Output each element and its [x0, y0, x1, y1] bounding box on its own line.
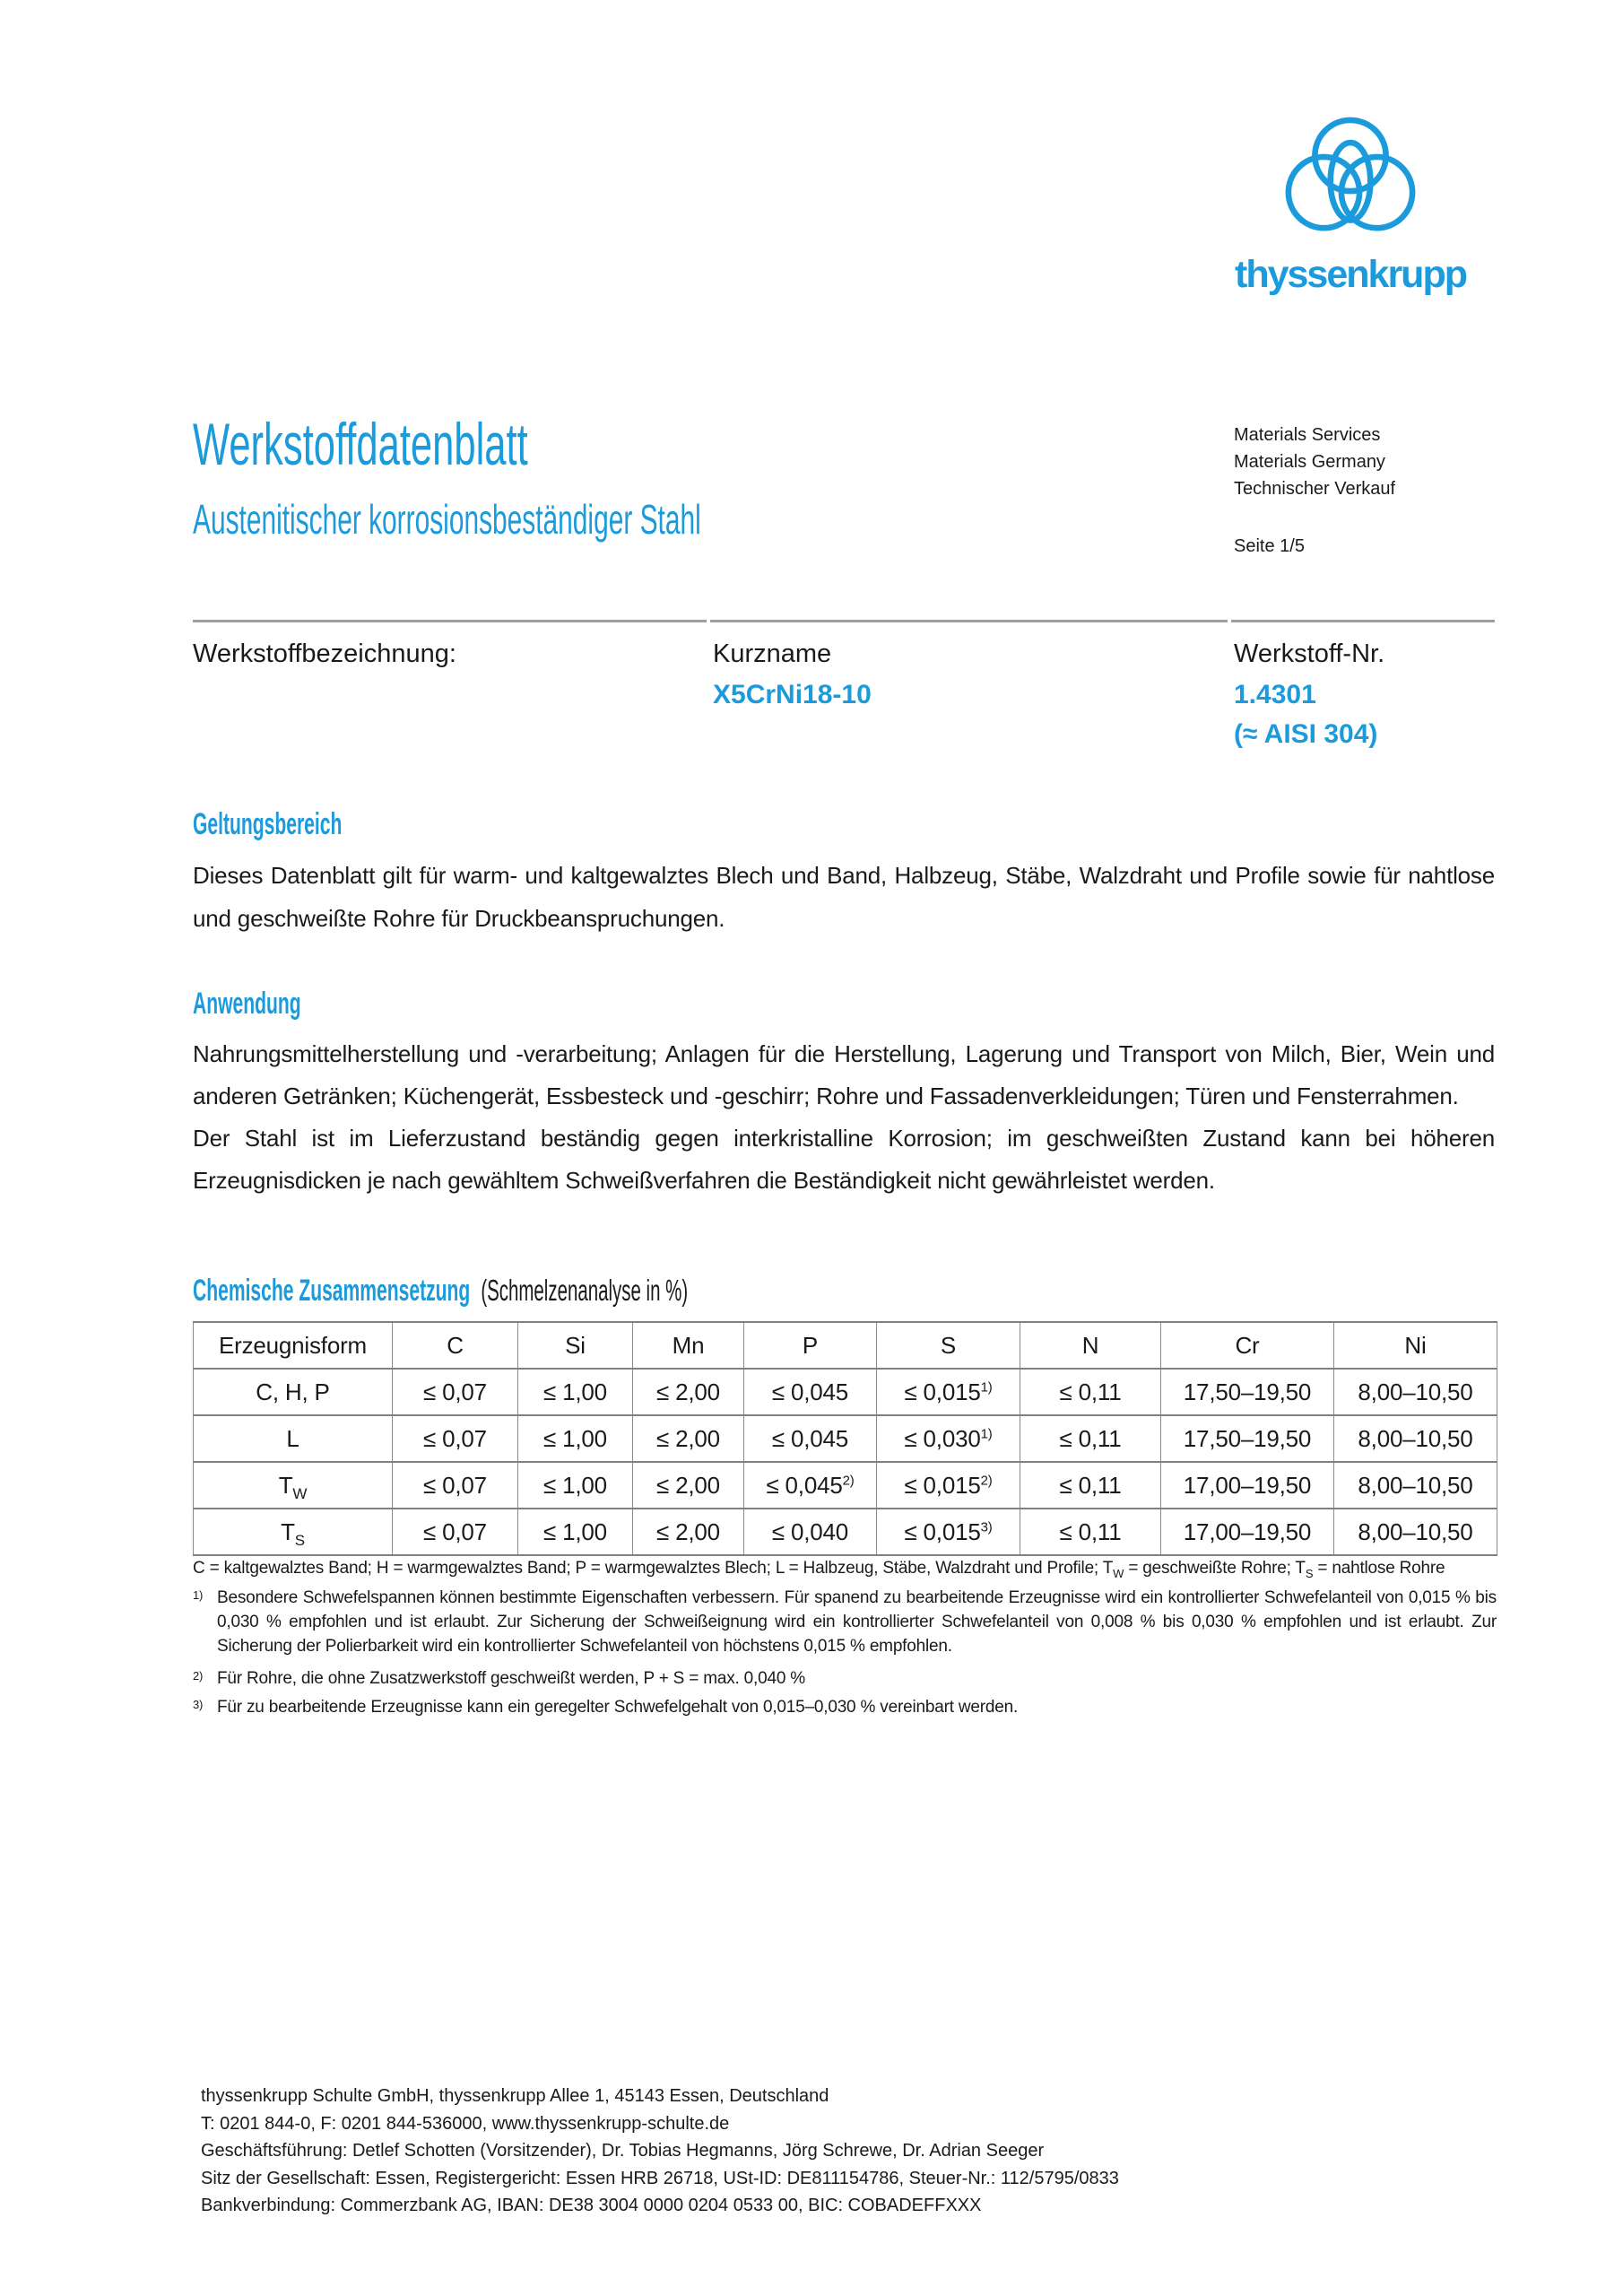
werkstoffnr-label: Werkstoff-Nr.	[1234, 639, 1385, 668]
table-cell: 17,50–19,50	[1161, 1369, 1334, 1415]
table-row	[194, 1369, 1497, 1415]
table-header-cell: Si	[518, 1322, 633, 1369]
table-cell: ≤ 1,00	[518, 1509, 633, 1555]
footnote-text: Für Rohre, die ohne Zusatzwerkstoff geschweißt werden, P + S = max. 0,040 %	[217, 1669, 805, 1688]
page-number: Seite 1/5	[1234, 536, 1305, 556]
table-cell: ≤ 2,00	[633, 1462, 744, 1509]
footnote-marker: 3)	[193, 1698, 204, 1711]
table-cell: ≤ 0,07	[393, 1462, 518, 1509]
werkstoffnr-value: 1.4301	[1234, 680, 1316, 709]
table-header-cell: Ni	[1334, 1322, 1497, 1369]
footnote-text: Besondere Schwefelspannen können bestimmte Eigenschaften verbessern. Für spanend zu bearbeitende Erzeugnisse wird ein kontrollierter Schwefelanteil von 0,015 % bis 0,030 % empfohlen und ist erlaubt. Zur Sicherung der Schweißeignung wird ein kontrollierter Schwefelanteil von 0,008 % bis 0,030 % empfohlen und ist erlaubt. Zur Sicherung der Polierbarkeit wird ein kontrollierter Schwefelanteil von höchstens 0,015 % empfohlen.	[217, 1588, 1497, 1656]
table-cell: ≤ $0,015^{1)}$	[877, 1369, 1020, 1415]
table-row	[194, 1509, 1497, 1555]
page-subtitle-text: Austenitischer korrosionsbeständiger Stahl	[193, 496, 701, 543]
brand-logo	[1231, 113, 1470, 297]
table-cell: ≤ $0,015^{2)}$	[877, 1462, 1020, 1509]
table-header-cell: Mn	[633, 1322, 744, 1369]
table-header-cell: P	[744, 1322, 877, 1369]
table-cell: ≤ $0,015^{3)}$	[877, 1509, 1020, 1555]
divider-segment	[1231, 620, 1495, 622]
paragraph: Der Stahl ist im Lieferzustand beständig gegen interkristalline Korrosion; im geschweißten Zustand kann bei höheren Erzeugnisdicken je nach gewähltem Schweißverfahren die Beständigkeit nicht gewährleistet werden.	[193, 1125, 1495, 1194]
table-cell: 17,00–19,50	[1161, 1509, 1334, 1555]
table-header-cell: Erzeugnisform	[194, 1322, 393, 1369]
row-label-cell: $T_W$	[194, 1462, 393, 1509]
table-cell: ≤ 0,11	[1020, 1509, 1161, 1555]
page-title	[193, 411, 700, 477]
table-cell: ≤ 0,045	[744, 1369, 877, 1415]
table-cell: 17,50–19,50	[1161, 1415, 1334, 1462]
designation-row	[193, 639, 1495, 756]
org-line: Materials Germany	[1234, 452, 1385, 472]
composition-table	[193, 1321, 1497, 1556]
table-cell: ≤ $0,045^{2)}$	[744, 1462, 877, 1509]
footer-line: thyssenkrupp Schulte GmbH, thyssenkrupp Allee 1, 45143 Essen, Deutschland	[201, 2086, 829, 2106]
table-cell: ≤ 0,11	[1020, 1369, 1161, 1415]
section-heading-anwendung: Anwendung	[193, 987, 301, 1021]
table-cell: ≤ 0,045	[744, 1415, 877, 1462]
footnote-1	[193, 1586, 1497, 1658]
table-cell: ≤ 2,00	[633, 1415, 744, 1462]
footnote-2	[193, 1666, 1497, 1691]
divider-segment	[710, 620, 1228, 622]
geltungsbereich-paragraph	[193, 854, 1495, 940]
header-divider	[193, 620, 1495, 622]
org-block	[1234, 422, 1395, 560]
table-row	[194, 1415, 1497, 1462]
table-cell: ≤ 0,07	[393, 1415, 518, 1462]
designation-label: Werkstoffbezeichnung:	[193, 639, 456, 668]
table-cell: ≤ 2,00	[633, 1369, 744, 1415]
table-cell: ≤ 1,00	[518, 1462, 633, 1509]
section-heading-geltungsbereich: Geltungsbereich	[193, 807, 343, 841]
table-cell: 8,00–10,50	[1334, 1415, 1497, 1462]
anwendung-paragraphs	[193, 1033, 1495, 1202]
kurzname-column	[713, 639, 872, 709]
table-cell: 8,00–10,50	[1334, 1369, 1497, 1415]
divider-segment	[193, 620, 707, 622]
page-title-text: Werkstoffdatenblatt	[193, 411, 528, 477]
table-cell: ≤ 0,11	[1020, 1415, 1161, 1462]
footer-line: T: 0201 844-0, F: 0201 844-536000, www.thyssenkrupp-schulte.de	[201, 2113, 730, 2134]
table-cell: ≤ 0,040	[744, 1509, 877, 1555]
footer-line: Sitz der Gesellschaft: Essen, Registergericht: Essen HRB 26718, USt-ID: DE811154786, Steuer-Nr.: 112/5795/0833	[201, 2168, 1119, 2188]
brand-wordmark: thyssenkrupp	[1235, 253, 1466, 296]
chemie-heading: Chemische Zusammensetzung	[193, 1274, 471, 1308]
table-header-cell: C	[393, 1322, 518, 1369]
company-footer	[201, 2083, 1119, 2220]
kurzname-label: Kurzname	[713, 639, 832, 668]
thyssenkrupp-emblem-icon	[1283, 113, 1418, 242]
table-cell: ≤ 0,07	[393, 1509, 518, 1555]
section-heading-chemie	[193, 1274, 992, 1308]
footnote-marker: 1)	[193, 1588, 204, 1602]
footnote-marker: 2)	[193, 1669, 204, 1683]
table-legend: C = kaltgewalztes Band; H = warmgewalztes Band; P = warmgewalztes Blech; L = Halbzeug, Stäbe, Walzdraht und Profile; $T_W$ = geschweißte Rohre; $T_S$ = nahtlose Rohre	[193, 1559, 1445, 1580]
table-cell: 17,00–19,50	[1161, 1462, 1334, 1509]
werkstoffnr-column	[1234, 639, 1385, 749]
footer-line: Geschäftsführung: Detlef Schotten (Vorsitzender), Dr. Tobias Hegmanns, Jörg Schrewe, Dr. Adrian Seeger	[201, 2141, 1045, 2161]
table-header-cell: S	[877, 1322, 1020, 1369]
row-label-cell: C, H, P	[194, 1369, 393, 1415]
org-line: Technischer Verkauf	[1234, 479, 1396, 499]
paragraph: Nahrungsmittelherstellung und -verarbeitung; Anlagen für die Herstellung, Lagerung und Transport von Milch, Bier, Wein und anderen Getränken; Küchengerät, Essbesteck und -geschirr; Rohre und Fassadenverkleidungen; Türen und Fensterrahmen.	[193, 1040, 1495, 1109]
table-header-row	[194, 1322, 1497, 1369]
table-row	[194, 1462, 1497, 1509]
org-line: Materials Services	[1234, 425, 1381, 445]
page-subtitle	[193, 496, 975, 543]
table-header-cell: N	[1020, 1322, 1161, 1369]
table-cell: ≤ 1,00	[518, 1369, 633, 1415]
table-cell: 8,00–10,50	[1334, 1509, 1497, 1555]
table-cell: ≤ $0,030^{1)}$	[877, 1415, 1020, 1462]
werkstoffnr-equivalent: (≈ AISI 304)	[1234, 719, 1378, 749]
table-cell: 8,00–10,50	[1334, 1462, 1497, 1509]
footnote-3	[193, 1695, 1497, 1719]
table-cell: ≤ 1,00	[518, 1415, 633, 1462]
paragraph: Dieses Datenblatt gilt für warm- und kaltgewalztes Blech und Band, Halbzeug, Stäbe, Walzdraht und Profile sowie für nahtlose und geschweißte Rohre für Druckbeanspruchungen.	[193, 862, 1495, 932]
footnote-text: Für zu bearbeitende Erzeugnisse kann ein geregelter Schwefelgehalt von 0,015–0,030 % vereinbart werden.	[217, 1698, 1019, 1717]
table-header-cell: Cr	[1161, 1322, 1334, 1369]
table-cell: ≤ 2,00	[633, 1509, 744, 1555]
row-label-cell: $T_S$	[194, 1509, 393, 1555]
chemie-heading-suffix: (Schmelzenanalyse in %)	[481, 1274, 689, 1307]
footer-line: Bankverbindung: Commerzbank AG, IBAN: DE38 3004 0000 0204 0533 00, BIC: COBADEFFXXX	[201, 2196, 982, 2215]
table-cell: ≤ 0,07	[393, 1369, 518, 1415]
row-label-cell: L	[194, 1415, 393, 1462]
table-cell: ≤ 0,11	[1020, 1462, 1161, 1509]
kurzname-value: X5CrNi18-10	[713, 680, 872, 709]
